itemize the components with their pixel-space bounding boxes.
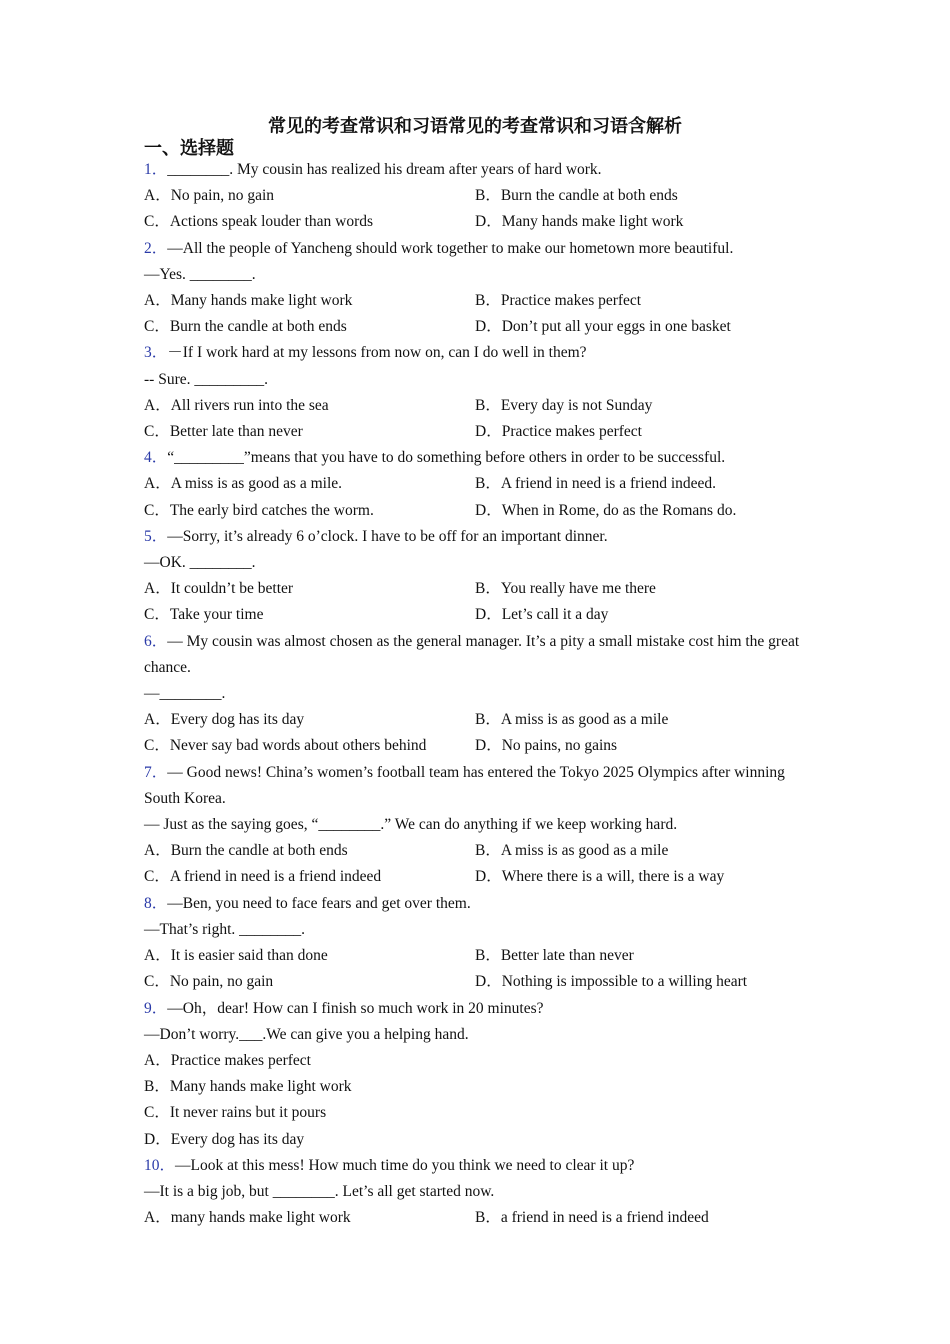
answer-options [144,288,804,340]
question-text: —Don’t worry.___.We can give you a helping hand. [144,1025,469,1043]
question-stem-line [144,1022,804,1048]
question-stem-line [144,550,804,576]
answer-option[interactable]: C．Burn the candle at both ends [144,318,347,336]
answer-option[interactable]: D．When in Rome, do as the Romans do. [475,501,737,519]
question-number: 5． [144,527,168,545]
answer-option[interactable]: C．Take your time [144,606,264,624]
section-heading: 一、选择题 [144,138,234,159]
question-text: -- Sure. _________. [144,370,268,388]
answer-option[interactable]: A．many hands make light work [144,1209,351,1227]
question-stem-line [144,681,804,707]
question-6 [144,629,804,760]
answer-option[interactable]: D．Where there is a will, there is a way [475,868,725,886]
answer-option[interactable]: A．It is easier said than done [144,947,328,965]
question-stem-line [144,340,804,366]
question-2 [144,236,804,341]
answer-option[interactable]: C．Actions speak louder than words [144,213,374,231]
question-text: —Oh，dear! How can I finish so much work in 20 minutes? [167,999,544,1017]
answer-options [144,1048,804,1153]
question-stem-line [144,445,804,471]
answer-option[interactable]: A．A miss is as good as a mile. [144,475,343,493]
answer-option[interactable]: B．A miss is as good as a mile [475,711,669,729]
question-number: 6． [144,632,168,650]
question-number: 4． [144,449,168,467]
answer-option[interactable]: D．Practice makes perfect [475,423,642,441]
question-text: —Look at this mess! How much time do you think we need to clear it up? [175,1156,635,1174]
question-number: 7． [144,763,168,781]
answer-option[interactable]: B．Better late than never [475,947,634,965]
question-number: 3． [144,344,168,362]
question-stem-line [144,629,804,681]
question-text: ________. My cousin has realized his dream after years of hard work. [167,161,602,178]
question-number: 1． [144,161,168,178]
question-stem-line [144,812,804,838]
question-text: —________. [144,685,226,703]
answer-option[interactable]: C．Never say bad words about others behind [144,737,427,755]
question-stem-line [144,524,804,550]
question-text: —OK. ________. [144,554,256,572]
answer-option[interactable]: A．Many hands make light work [144,292,353,310]
page-title: 常见的考查常识和习语常见的考查常识和习语含解析 [268,116,682,137]
answer-option[interactable]: D．Every dog has its day [144,1130,305,1148]
answer-options [144,471,804,523]
answer-option[interactable]: C．No pain, no gain [144,973,274,991]
question-4 [144,445,804,524]
answer-option[interactable]: A．No pain, no gain [144,187,275,205]
answer-options [144,576,804,628]
answer-option[interactable]: D．Don’t put all your eggs in one basket [475,318,731,336]
question-text: －If I work hard at my lessons from now on, can I do well in them? [167,344,587,362]
answer-options [144,838,804,890]
question-stem-line [144,996,804,1022]
answer-options [144,943,804,995]
answer-option[interactable]: B．Practice makes perfect [475,292,642,310]
question-stem-line [144,1179,804,1205]
answer-option[interactable]: B．Every day is not Sunday [475,396,653,414]
question-number: 10． [144,1156,176,1174]
answer-option[interactable]: C．The early bird catches the worm. [144,501,374,519]
question-stem-line [144,157,804,183]
question-stem-line [144,262,804,288]
answer-option[interactable]: D．Let’s call it a day [475,606,609,624]
answer-option[interactable]: B．a friend in need is a friend indeed [475,1209,709,1227]
answer-option[interactable]: C．A friend in need is a friend indeed [144,868,382,886]
answer-option[interactable]: C．Better late than never [144,423,303,441]
answer-option[interactable]: A．Every dog has its day [144,711,305,729]
question-text: — Just as the saying goes, “________.” We can do anything if we keep working hard. [144,816,678,834]
question-number: 9． [144,999,168,1017]
question-text: —All the people of Yancheng should work together to make our hometown more beautiful. [167,239,734,257]
question-5 [144,524,804,629]
question-8 [144,891,804,996]
answer-option[interactable]: D．No pains, no gains [475,737,618,755]
answer-option[interactable]: D．Nothing is impossible to a willing heart [475,973,748,991]
answer-option[interactable]: A．Practice makes perfect [144,1051,311,1069]
question-1 [144,157,804,236]
question-9 [144,996,804,1153]
question-list [144,157,804,1231]
question-number: 8． [144,894,168,912]
answer-option[interactable]: B．Many hands make light work [144,1078,352,1096]
question-stem-line [144,891,804,917]
answer-option[interactable]: A．Burn the candle at both ends [144,842,348,860]
question-text: —Sorry, it’s already 6 o’clock. I have to be off for an important dinner. [167,527,608,545]
question-number: 2． [144,239,168,257]
answer-option[interactable]: B．A miss is as good as a mile [475,842,669,860]
answer-option[interactable]: B．Burn the candle at both ends [475,187,678,205]
answer-option[interactable]: C．It never rains but it pours [144,1104,327,1122]
question-stem-line [144,236,804,262]
question-text: — Good news! China’s women’s football team has entered the Tokyo 2025 Olympics after winning South Korea. [144,763,785,807]
answer-option[interactable]: D．Many hands make light work [475,213,684,231]
question-text: — My cousin was almost chosen as the general manager. It’s a pity a small mistake cost him the great chance. [144,632,800,676]
answer-option[interactable]: B．You really have me there [475,580,656,598]
answer-option[interactable]: A．It couldn’t be better [144,580,294,598]
question-stem-line [144,367,804,393]
question-text: —It is a big job, but ________. Let’s all get started now. [144,1182,495,1200]
answer-options [144,183,804,235]
answer-options [144,1205,804,1231]
question-stem-line [144,917,804,943]
question-text: —Yes. ________. [144,265,256,283]
question-stem-line [144,760,804,812]
question-text: —Ben, you need to face fears and get over them. [167,894,471,912]
question-text: —That’s right. ________. [144,920,306,938]
answer-option[interactable]: B．A friend in need is a friend indeed. [475,475,717,493]
answer-options [144,393,804,445]
question-stem-line [144,1153,804,1179]
answer-options [144,707,804,759]
question-text: “_________”means that you have to do something before others in order to be successful. [167,449,726,467]
question-7 [144,760,804,891]
answer-option[interactable]: A．All rivers run into the sea [144,396,329,414]
question-3 [144,340,804,445]
question-10 [144,1153,804,1232]
